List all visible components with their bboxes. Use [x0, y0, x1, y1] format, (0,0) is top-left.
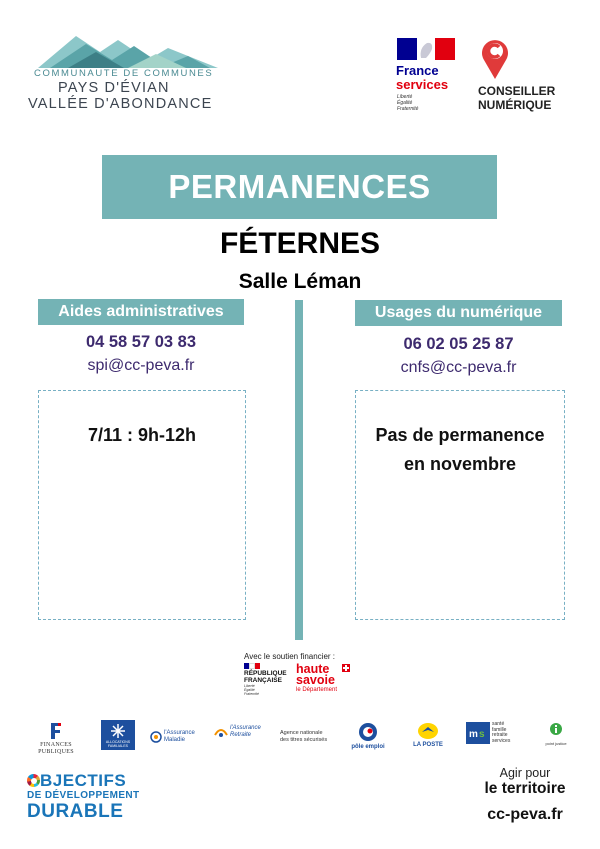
svg-text:s: s — [479, 729, 485, 740]
republique-francaise-logo — [244, 663, 294, 696]
odd-line2: DE DÉVELOPPEMENT — [27, 790, 140, 801]
support-label: Avec le soutien financier : — [244, 652, 336, 661]
left-schedule-box — [38, 390, 246, 620]
sdg-wheel-icon — [27, 774, 40, 787]
right-column-heading: Usages du numérique — [355, 300, 562, 326]
snowflake-icon — [111, 724, 125, 738]
location-pin-icon — [480, 36, 510, 80]
partner-la-poste — [410, 722, 446, 749]
partner-assurance-retraite — [214, 725, 272, 739]
column-divider — [295, 300, 303, 640]
left-email: spi@cc-peva.fr — [87, 357, 195, 374]
left-schedule-text: 7/11 : 9h-12h — [87, 425, 197, 445]
odd-line1: BJECTIFS — [40, 771, 127, 790]
point-justice-label: point justice — [545, 741, 567, 746]
haute-savoie-name: haute savoie — [296, 662, 335, 687]
website-url[interactable]: cc-peva.fr — [487, 806, 563, 823]
partner-point-justice — [540, 722, 572, 747]
conseiller-numerique-line2: NUMÉRIQUE — [478, 98, 552, 112]
france-services-name1: France — [396, 63, 439, 78]
left-phone: 04 58 57 03 83 — [85, 333, 197, 351]
msa-icon — [466, 722, 490, 744]
partner-msa — [466, 722, 522, 744]
partner-assurance-maladie — [150, 730, 206, 744]
room-name: Salle Léman — [238, 270, 362, 293]
partner-allocations-familiales — [101, 720, 135, 750]
finances-label: FINANCES PUBLIQUES — [38, 742, 74, 755]
pole-emploi-label: pôle emploi — [351, 744, 385, 750]
cc-logo-line1: COMMUNAUTE DE COMMUNES — [34, 68, 214, 79]
title-banner — [102, 155, 497, 219]
la-poste-label: LA POSTE — [413, 742, 443, 748]
right-schedule-text: Pas de permanence en novembre — [375, 425, 545, 474]
right-email: cnfs@cc-peva.fr — [400, 359, 517, 376]
cc-logo-line2: PAYS D'ÉVIAN — [58, 80, 170, 96]
assurance-maladie-icon — [150, 731, 162, 743]
france-services-name2: services — [396, 77, 449, 92]
agir-line1: Agir pour — [499, 766, 551, 780]
finances-publiques-icon — [48, 722, 64, 740]
odd-line3: DURABLE — [27, 801, 124, 822]
tricolor-flag-icon — [244, 663, 260, 669]
assurance-retraite-icon — [214, 725, 228, 739]
haute-savoie-logo — [296, 664, 352, 693]
assurance-retraite-label: l'Assurance Retraite — [230, 725, 261, 738]
page-title: PERMANENCES — [168, 168, 431, 205]
point-justice-icon — [549, 722, 563, 738]
mountains-icon — [38, 30, 218, 70]
odd-logo — [27, 772, 187, 822]
agir-line2: le territoire — [484, 780, 566, 797]
svg-text:m: m — [469, 729, 478, 740]
cc-peva-logo — [28, 30, 240, 112]
agir-territoire-block — [470, 766, 580, 824]
allocations-label: ALLOCATIONS FAMILIALES — [105, 740, 131, 748]
france-services-logo — [393, 36, 463, 116]
partner-finances-publiques — [26, 722, 86, 756]
right-schedule-box — [355, 390, 565, 620]
partner-pole-emploi — [348, 722, 388, 751]
assurance-maladie-label: l'Assurance Maladie — [164, 730, 195, 743]
msa-label: santé famille retraite services — [492, 721, 511, 744]
left-column-heading: Aides administratives — [38, 299, 244, 325]
ants-label: Agence nationale des titres sécurisés — [280, 730, 328, 743]
republique-name: RÉPUBLIQUE FRANÇAISE — [244, 670, 287, 684]
conseiller-numerique-logo — [474, 36, 574, 116]
marianne-flag-icon — [397, 38, 455, 60]
pole-emploi-icon — [358, 722, 378, 742]
conseiller-numerique-line1: CONSEILLER — [478, 84, 556, 98]
savoie-cross-icon — [342, 664, 350, 672]
financial-support — [238, 650, 358, 706]
france-services-motto: Liberté Égalité Fraternité — [397, 94, 419, 112]
la-poste-icon — [417, 722, 439, 740]
partner-ants — [280, 730, 340, 744]
cc-logo-line3: VALLÉE D'ABONDANCE — [28, 96, 213, 112]
republique-motto: Liberté Égalité Fraternité — [244, 684, 259, 696]
haute-savoie-sub: le Département — [296, 687, 338, 693]
city-name: FÉTERNES — [219, 227, 381, 260]
right-phone: 06 02 05 25 87 — [403, 335, 514, 353]
